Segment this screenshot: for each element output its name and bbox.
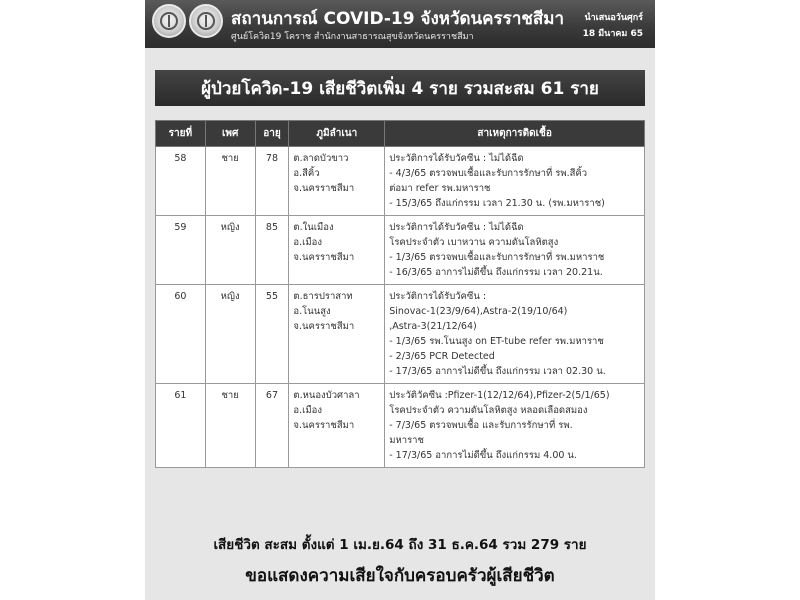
cell-cause-line: - 15/3/65 ถึงแก่กรรม เวลา 21.30 น. (รพ.มหาราช) [389,198,605,209]
cell-cause-line: โรคประจำตัว เบาหวาน ความดันโลหิตสูง [389,237,559,248]
header-case: รายที่ [156,121,206,147]
cell-hometown [289,384,385,468]
table-row [156,216,645,285]
cell-cause-line: ประวัติวัคซีน :Pfizer-1(12/12/64),Pfizer-2(5/1/65) [389,390,610,401]
public-health-logo-icon [189,4,223,38]
province-seal-icon [152,4,186,38]
cell-hometown-line: อ.เมือง [293,237,322,248]
cell-sex: หญิง [205,285,255,384]
cell-cause-line: - 17/3/65 อาการไม่ดีขึ้น ถึงแก่กรรม 4.00 น. [389,450,577,461]
cell-age: 85 [255,216,289,285]
cell-cause-line: - 4/3/65 ตรวจพบเชื้อและรับการรักษาที่ รพ.สีคิ้ว [389,168,588,179]
cell-case: 59 [156,216,206,285]
cell-hometown-line: อ.เมือง [293,405,322,416]
condolence-message: ขอแสดงความเสียใจกับครอบครัวผู้เสียชีวิต [245,566,555,586]
headline-bar: ผู้ป่วยโควิด-19 เสียชีวิตเพิ่ม 4 ราย รวมสะสม 61 ราย [155,70,645,106]
header-hometown: ภูมิลำเนา [289,121,385,147]
cell-cause-line: ประวัติการได้รับวัคซีน : ไม่ได้ฉีด [389,153,524,164]
cell-hometown-line: ต.ธารปราสาท [293,291,353,302]
cell-case: 58 [156,147,206,216]
announcement-poster [145,0,655,600]
cell-cause-line: - 2/3/65 PCR Detected [389,351,495,362]
cell-hometown-line: ต.ลาดบัวขาว [293,153,349,164]
cell-cause-line: ประวัติการได้รับวัคซีน : ไม่ได้ฉีด [389,222,524,233]
cell-hometown-line: จ.นครราชสีมา [293,183,355,194]
cell-age: 78 [255,147,289,216]
header-sex: เพศ [205,121,255,147]
cell-cause-line: ต่อมา refer รพ.มหาราช [389,183,491,194]
cell-cause [385,216,645,285]
cell-cause [385,147,645,216]
cell-hometown-line: จ.นครราชสีมา [293,252,355,263]
presented-by: นำเสนอวันศุกร์ [584,13,643,23]
cell-cause-line: มหาราช [389,435,424,446]
banner-subtitle: ศูนย์โควิด19 โคราช สำนักงานสาธารณสุขจังหวัดนครราชสีมา [231,32,474,42]
death-cases-table [155,120,645,468]
table-row [156,147,645,216]
report-date: 18 มีนาคม 65 [582,29,643,39]
cell-case: 60 [156,285,206,384]
cell-cause-line: - 17/3/65 อาการไม่ดีขึ้น ถึงแก่กรรม เวลา 02.30 น. [389,366,606,377]
cell-cause-line: ,Astra-3(21/12/64) [389,321,477,332]
table-row [156,285,645,384]
table-header-row [156,121,645,147]
cell-hometown-line: อ.โนนสูง [293,306,331,317]
banner-title: สถานการณ์ COVID-19 จังหวัดนครราชสีมา [231,9,565,29]
cell-cause-line: - 16/3/65 อาการไม่ดีขึ้น ถึงแก่กรรม เวลา 20.21น. [389,267,603,278]
cell-hometown [289,216,385,285]
cell-hometown [289,285,385,384]
cell-sex: หญิง [205,216,255,285]
cell-cause-line: - 1/3/65 รพ.โนนสูง on ET-tube refer รพ.มหาราช [389,336,604,347]
cell-age: 55 [255,285,289,384]
cell-age: 67 [255,384,289,468]
cumulative-deaths-note: เสียชีวิต สะสม ตั้งแต่ 1 เม.ย.64 ถึง 31 ธ.ค.64 รวม 279 ราย [213,537,587,553]
cell-cause [385,285,645,384]
cell-cause-line: Sinovac-1(23/9/64),Astra-2(19/10/64) [389,306,568,317]
cell-cause-line: โรคประจำตัว ความดันโลหิตสูง หลอดเลือดสมอง [389,405,588,416]
cell-hometown-line: จ.นครราชสีมา [293,321,355,332]
cell-hometown [289,147,385,216]
cell-hometown-line: ต.หนองบัวศาลา [293,390,360,401]
cell-hometown-line: อ.สีคิ้ว [293,168,320,179]
cell-hometown-line: ต.ในเมือง [293,222,334,233]
header-banner [145,0,655,48]
cell-hometown-line: จ.นครราชสีมา [293,420,355,431]
cell-cause-line: ประวัติการได้รับวัคซีน : [389,291,487,302]
cell-sex: ชาย [205,384,255,468]
header-cause: สาเหตุการติดเชื้อ [385,121,645,147]
cell-case: 61 [156,384,206,468]
table-row [156,384,645,468]
cell-cause [385,384,645,468]
cell-cause-line: - 7/3/65 ตรวจพบเชื้อ และรับการรักษาที่ รพ. [389,420,573,431]
cell-sex: ชาย [205,147,255,216]
header-age: อายุ [255,121,289,147]
cell-cause-line: - 1/3/65 ตรวจพบเชื้อและรับการรักษาที่ รพ.มหาราช [389,252,605,263]
